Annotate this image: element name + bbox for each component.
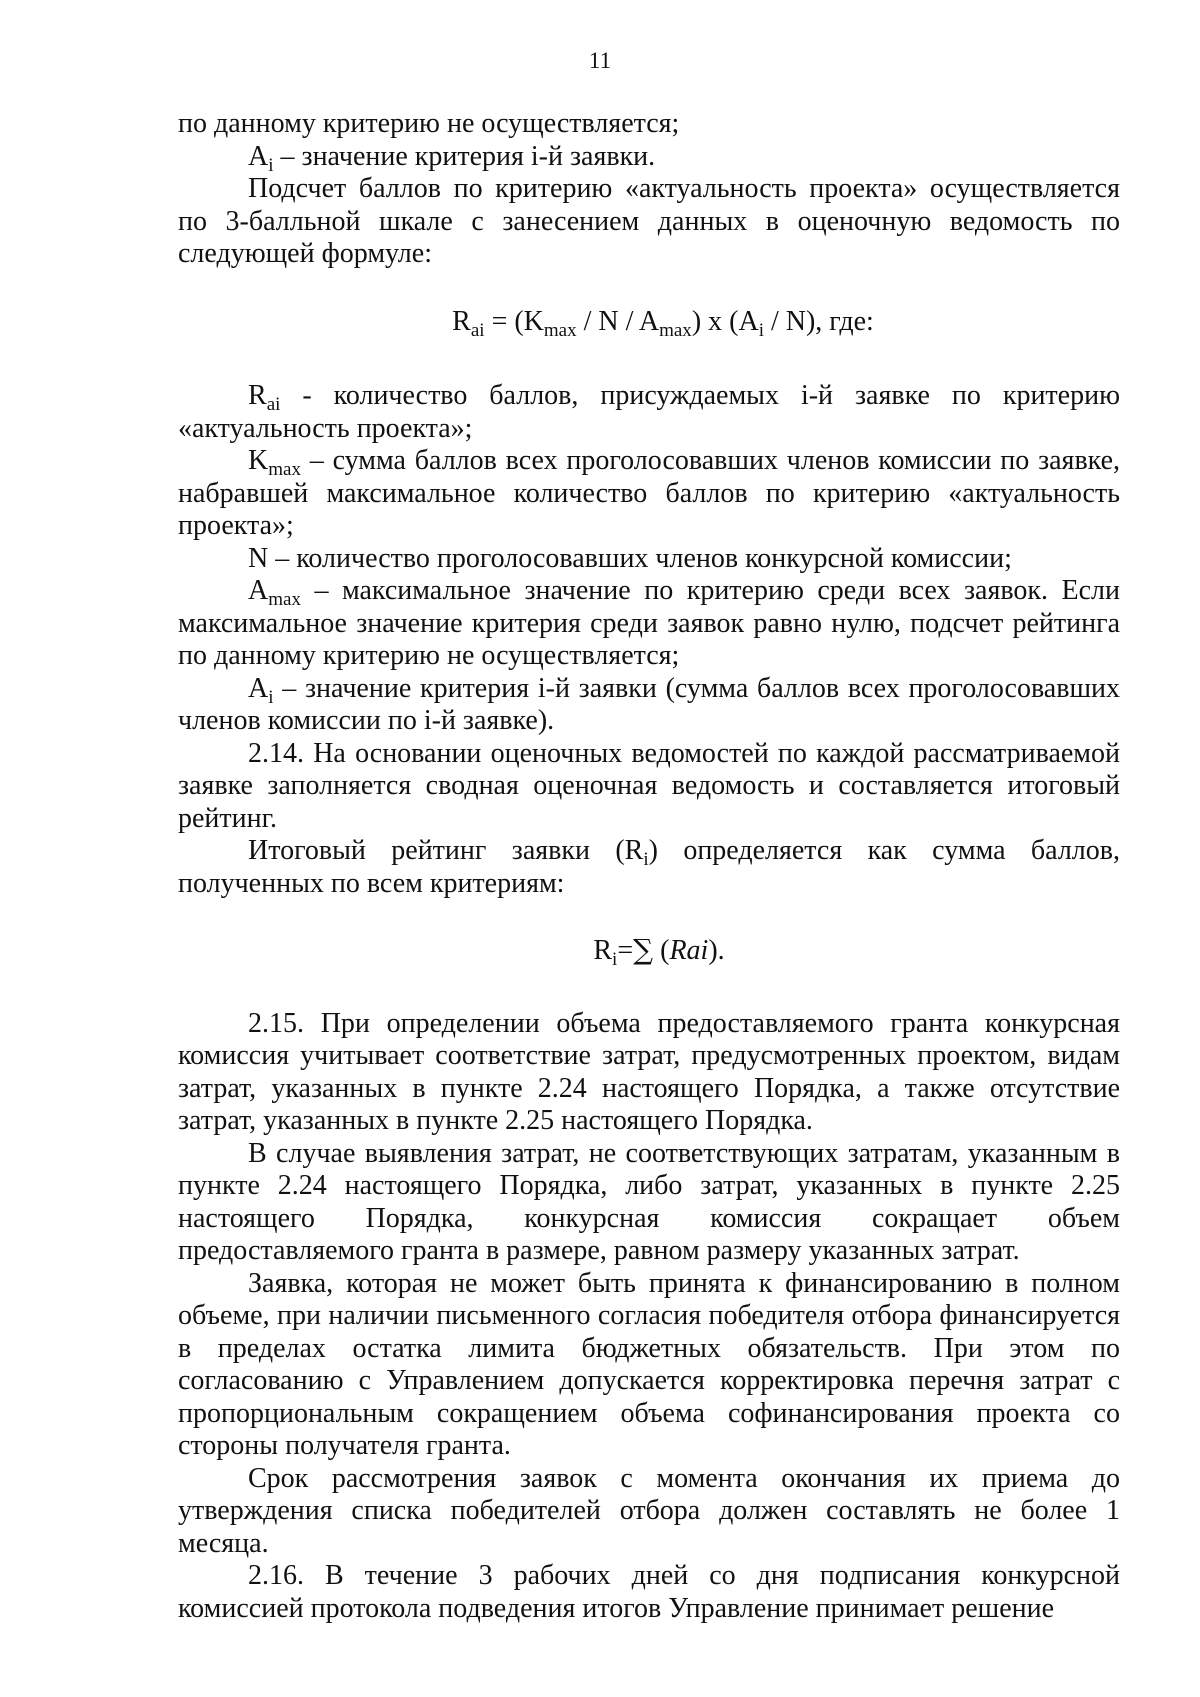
formula-ri: $R_i=\sum$ (Rai). <box>593 933 725 970</box>
subscript-i: i <box>268 154 274 176</box>
paragraph-2-16: 2.16. В течение 3 рабочих дней со дня подписания конкурсной комиссией протокола подведения итогов Управление принимает решение <box>178 1560 1120 1624</box>
paragraph-2-text: – значение критерия i-й заявки. <box>273 140 656 172</box>
paragraph-review-term: Срок рассмотрения заявок с момента окончания их приема до утверждения списка победителей отбора должен составлять не более 1 месяца. <box>178 1462 1120 1559</box>
variable-a: A <box>248 140 269 172</box>
paragraph-5: $K_{max}$ – сумма баллов всех проголосовавших членов комиссии по заявке, набравшей максимальное количество баллов по критерию «актуальность проекта»; <box>178 445 1120 541</box>
formula-rai: $R_{ai} = (K_{max} / N / A_{max})$ x $(A_i / N)$, где: <box>452 305 874 341</box>
paragraph-2-15: 2.15. При определении объема предоставляемого гранта конкурсная комиссия учитывает соответствие затрат, предусмотренных проектом, видам затрат, указанных в пункте 2.24 настоящего Порядка, а также отсутствие затрат, указанных в пункте 2.25 настоящего Порядка. <box>178 1007 1120 1136</box>
paragraph-2 <box>178 141 1120 174</box>
paragraph-1: по данному критерию не осуществляется; <box>178 108 680 139</box>
paragraph-7: $A_{max}$ – максимальное значение по критерию среди всех заявок. Если максимальное значение критерия среди заявок равно нулю, подсчет рейтинга по данному критерию не осуществляется; <box>178 575 1120 671</box>
sum-symbol: ∑ <box>633 933 654 966</box>
paragraph-8: $A_i$ – значение критерия i-й заявки (сумма баллов всех проголосовавших членов комиссии по i-й заявке). <box>178 672 1120 736</box>
paragraph-rating: Итоговый рейтинг заявки $(R_i)$ определяется как сумма баллов, полученных по всем критериям: <box>178 835 1121 899</box>
paragraph-partial-financing: Заявка, которая не может быть принята к финансированию в полном объеме, при наличии письменного согласия победителя отбора финансируется в пределах остатка лимита бюджетных обязательств. При этом по согласованию с Управлением допускается корректировка перечня затрат с пропорциональным сокращением объема софинансирования проекта со стороны получателя гранта. <box>178 1267 1120 1461</box>
paragraph-cost-mismatch: В случае выявления затрат, не соответствующих затратам, указанным в пункте 2.24 настоящего Порядка, либо затрат, указанных в пункте 2.25 настоящего Порядка, конкурсная комиссия сокращает объем предоставляемого гранта в размере, равном размеру указанных затрат. <box>178 1137 1120 1266</box>
paragraph-6: N – количество проголосовавших членов конкурсной комиссии; <box>248 542 1012 574</box>
document-body <box>178 108 1120 1625</box>
page-number: 11 <box>588 48 612 73</box>
paragraph-3: Подсчет баллов по критерию «актуальность проекта» осуществляется по 3-балльной шкале с занесением данных в оценочную ведомость по следующей формуле: <box>178 173 1120 269</box>
paragraph-2-14: 2.14. На основании оценочных ведомостей по каждой рассматриваемой заявке заполняется сводная оценочная ведомость и составляется итоговый рейтинг. <box>178 737 1120 834</box>
paragraph-4: $R_{ai}$ - количество баллов, присуждаемых i-й заявке по критерию «актуальность проекта»; <box>178 380 1120 444</box>
